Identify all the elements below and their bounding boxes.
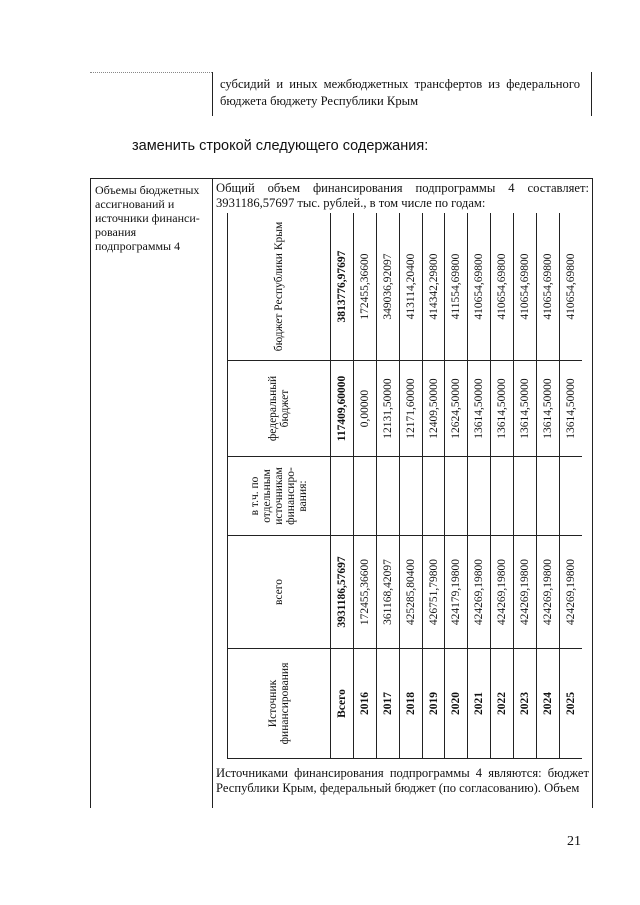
cell-total: 3931186,57697 [331,536,354,649]
cell-federal: 13614,50000 [514,361,537,457]
table-row [353,213,376,759]
cell-year: Всего [331,649,354,759]
page-number: 21 [567,834,581,849]
header-split: в т.ч. по отдельным источникам финансиро-вания: [228,457,331,536]
table-row [559,213,582,759]
cell-total: 425285,80400 [399,536,422,649]
fragment-text: субсидий и иных межбюджетных трансфертов из федерального бюджета бюджету Республики Крым [220,77,580,108]
table-row [537,213,560,759]
cell-year: 2024 [537,649,560,759]
cell-total: 424269,19800 [537,536,560,649]
table-row [331,213,354,759]
cell-total: 361168,42097 [376,536,399,649]
cell-republic: 410654,69800 [537,213,560,361]
cell-year: 2025 [559,649,582,759]
cell-federal: 12171,60000 [399,361,422,457]
table-row [445,213,468,759]
cell-split [399,457,422,536]
cell-republic: 411554,69800 [445,213,468,361]
cell-year: 2020 [445,649,468,759]
cell-split [331,457,354,536]
frame-right-border [592,178,593,808]
frame-left-border [90,178,91,808]
financing-sources-text: Источниками финансирования подпрограммы 4 являются: бюджет Республики Крым, федеральный бюджет (по согласованию). Объем [216,766,589,795]
cell-federal: 117409,60000 [331,361,354,457]
cell-split [468,457,491,536]
cell-republic: 172455,36600 [353,213,376,361]
cell-split [559,457,582,536]
fragment-left-cell [90,72,212,117]
cell-federal: 13614,50000 [537,361,560,457]
cell-republic: 410654,69800 [491,213,514,361]
financing-table-container [227,213,582,759]
cell-total: 172455,36600 [353,536,376,649]
frame-column-divider [212,178,213,808]
cell-republic: 413114,20400 [399,213,422,361]
header-federal: федеральный бюджет [228,361,331,457]
replace-instruction: заменить строкой следующего содержания: [132,138,429,154]
cell-federal: 12409,50000 [422,361,445,457]
header-republic: бюджет Республики Крым [228,213,331,361]
cell-year: 2016 [353,649,376,759]
table-header-row [228,213,331,759]
cell-split [491,457,514,536]
cell-total: 424269,19800 [491,536,514,649]
cell-federal: 13614,50000 [559,361,582,457]
cell-year: 2023 [514,649,537,759]
cell-total: 424269,19800 [468,536,491,649]
header-source: Источник финансирования [228,649,331,759]
cell-total: 426751,79800 [422,536,445,649]
cell-split [514,457,537,536]
table-row [514,213,537,759]
cell-split [537,457,560,536]
cell-republic: 410654,69800 [559,213,582,361]
cell-republic: 349036,92097 [376,213,399,361]
cell-republic: 410654,69800 [468,213,491,361]
cell-republic: 410654,69800 [514,213,537,361]
header-total: всего [228,536,331,649]
cell-split [376,457,399,536]
table-row [376,213,399,759]
cell-republic: 414342,29800 [422,213,445,361]
budget-allocations-label: Объемы бюджетных ассигнований и источники финанси-рования подпрограммы 4 [95,183,200,253]
cell-year: 2021 [468,649,491,759]
previous-row-fragment [90,72,592,116]
cell-total: 424179,19800 [445,536,468,649]
fragment-divider [212,72,213,116]
frame-top-border [90,178,593,179]
cell-federal: 13614,50000 [468,361,491,457]
cell-federal: 12131,50000 [376,361,399,457]
table-row [399,213,422,759]
cell-republic: 3813776,97697 [331,213,354,361]
financing-intro: Общий объем финансирования подпрограммы 4 составляет: 3931186,57697 тыс. рублей., в том числе по годам: [216,181,589,210]
financing-table [227,213,582,759]
cell-federal: 12624,50000 [445,361,468,457]
cell-split [422,457,445,536]
table-row [422,213,445,759]
financing-table-rotator [227,213,582,759]
cell-split [445,457,468,536]
cell-total: 424269,19800 [559,536,582,649]
cell-split [353,457,376,536]
cell-federal: 0,00000 [353,361,376,457]
fragment-right-border [591,72,592,116]
table-row [468,213,491,759]
table-row [491,213,514,759]
cell-year: 2019 [422,649,445,759]
cell-federal: 13614,50000 [491,361,514,457]
cell-total: 424269,19800 [514,536,537,649]
cell-year: 2022 [491,649,514,759]
cell-year: 2018 [399,649,422,759]
cell-year: 2017 [376,649,399,759]
